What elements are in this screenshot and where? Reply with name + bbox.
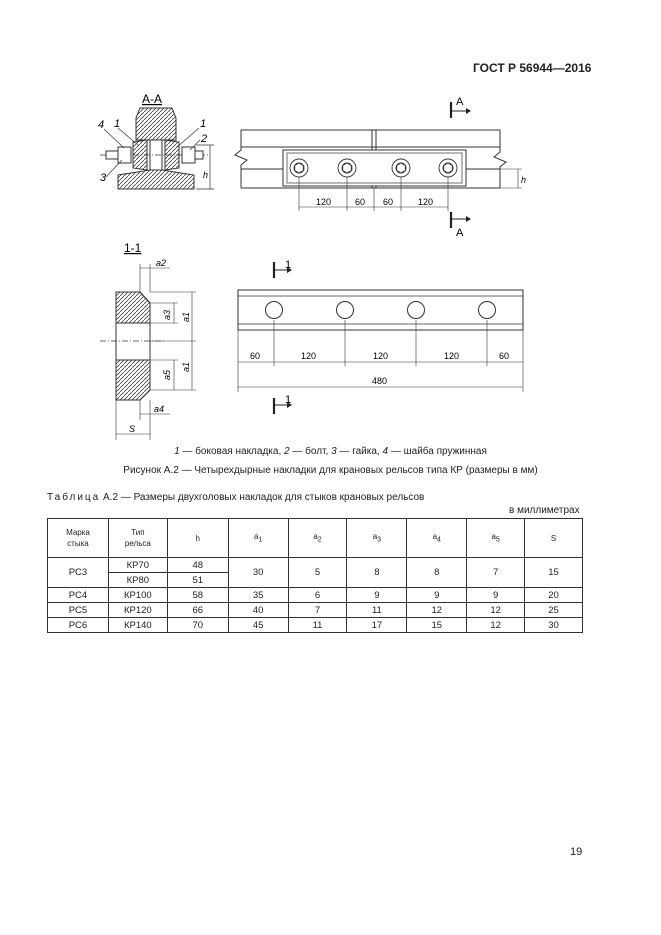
label: h [203,170,209,180]
top-view [235,96,526,239]
label: 9 [347,588,407,603]
label: 60 [383,197,394,207]
header-a2 [288,519,347,558]
label: 120 [444,351,460,361]
label: Тип [131,528,145,537]
label: a1 [181,311,191,322]
label: a [372,531,378,541]
callout-1: 1 [114,118,121,130]
label: a [491,531,496,541]
header-a1 [228,519,288,558]
label: 9 [407,588,467,603]
label: 9 [467,588,525,603]
label: КР100 [108,588,167,603]
label: 120 [301,351,317,361]
label: 66 [167,603,228,618]
label: 70 [167,618,228,633]
label: a1 [181,361,191,372]
table-title: Таблица А.2 — Размеры двухголовых накладок для стыков крановых рельсов [47,492,425,503]
label: стыка [67,539,89,548]
header-rail [108,519,167,558]
label: 40 [228,603,288,618]
label: 7 [288,603,347,618]
label: КР140 [108,618,167,633]
label: a [432,531,438,541]
label: 15 [525,558,583,588]
label: 60 [355,197,366,207]
label: a [253,531,259,541]
table-header-row [48,519,583,558]
label: a5 [162,369,172,380]
label: 3 [377,536,382,544]
label: 12 [467,618,525,633]
dimensions-table [47,518,583,633]
label: 45 [228,618,288,633]
label: 11 [347,603,407,618]
label: 58 [167,588,228,603]
label: 60 [499,351,510,361]
label: 480 [372,376,388,386]
label: 120 [418,197,434,207]
section-1-1-title: 1-1 [124,241,142,255]
label: 30 [525,618,583,633]
label: h [521,175,527,185]
callout-2: 2 [201,133,208,145]
figure-legend: 1 — боковая накладка, 2 — болт, 3 — гайка, 4 — шайба пружинная [174,446,487,457]
label: 6 [288,588,347,603]
label: 7 [467,558,525,588]
label: 35 [228,588,288,603]
label: Марка [66,528,90,537]
label: 5 [495,536,500,544]
section-1-1 [100,241,196,440]
label: 4 [437,536,441,544]
table-row [48,588,583,603]
label: А [456,96,464,108]
label: S [129,424,136,434]
label: КР80 [108,573,167,588]
table-row [48,618,583,633]
label: 5 [288,558,347,588]
header-joint [48,519,109,558]
label: 30 [228,558,288,588]
header-a5 [467,519,525,558]
label: А [456,227,464,239]
label: a2 [156,258,167,268]
side-view [238,259,523,414]
label: 8 [407,558,467,588]
section-a-a-title: А-А [142,92,163,106]
label: 20 [525,588,583,603]
technical-drawing [0,0,661,445]
label: a4 [154,404,165,414]
label: 120 [316,197,332,207]
label: 15 [407,618,467,633]
label: 12 [407,603,467,618]
label: 1 [285,394,292,406]
header-h: h [167,519,228,558]
callout-4: 4 [98,119,105,131]
label: 8 [347,558,407,588]
label: 2 [317,536,322,544]
page-number: 19 [570,846,583,858]
table-units: в миллиметрах [509,505,580,516]
label: 51 [167,573,228,588]
label: РС6 [48,618,109,633]
label: 48 [167,558,228,573]
label: 1 [258,536,263,544]
standard-code: ГОСТ Р 56944—2016 [473,61,592,75]
label: РС3 [48,558,109,588]
label: 11 [288,618,347,633]
label: 60 [250,351,261,361]
label: 17 [347,618,407,633]
header-s: S [525,519,583,558]
table-row [48,603,583,618]
callout-3: 3 [100,172,107,184]
label: рельса [124,539,151,548]
label: КР120 [108,603,167,618]
label: РС4 [48,588,109,603]
callout-1b: 1 [200,118,207,130]
header-a3 [347,519,407,558]
figure-caption: Рисунок А.2 — Четырехдырные накладки для крановых рельсов типа КР (размеры в мм) [123,465,538,476]
label: КР70 [108,558,167,573]
section-a-a [98,92,214,189]
label: a3 [162,309,172,320]
table-row [48,558,583,573]
label: a [313,531,318,541]
label: 1 [285,259,292,271]
label: РС5 [48,603,109,618]
label: 12 [467,603,525,618]
label: 25 [525,603,583,618]
label: 120 [373,351,389,361]
header-a4 [407,519,467,558]
